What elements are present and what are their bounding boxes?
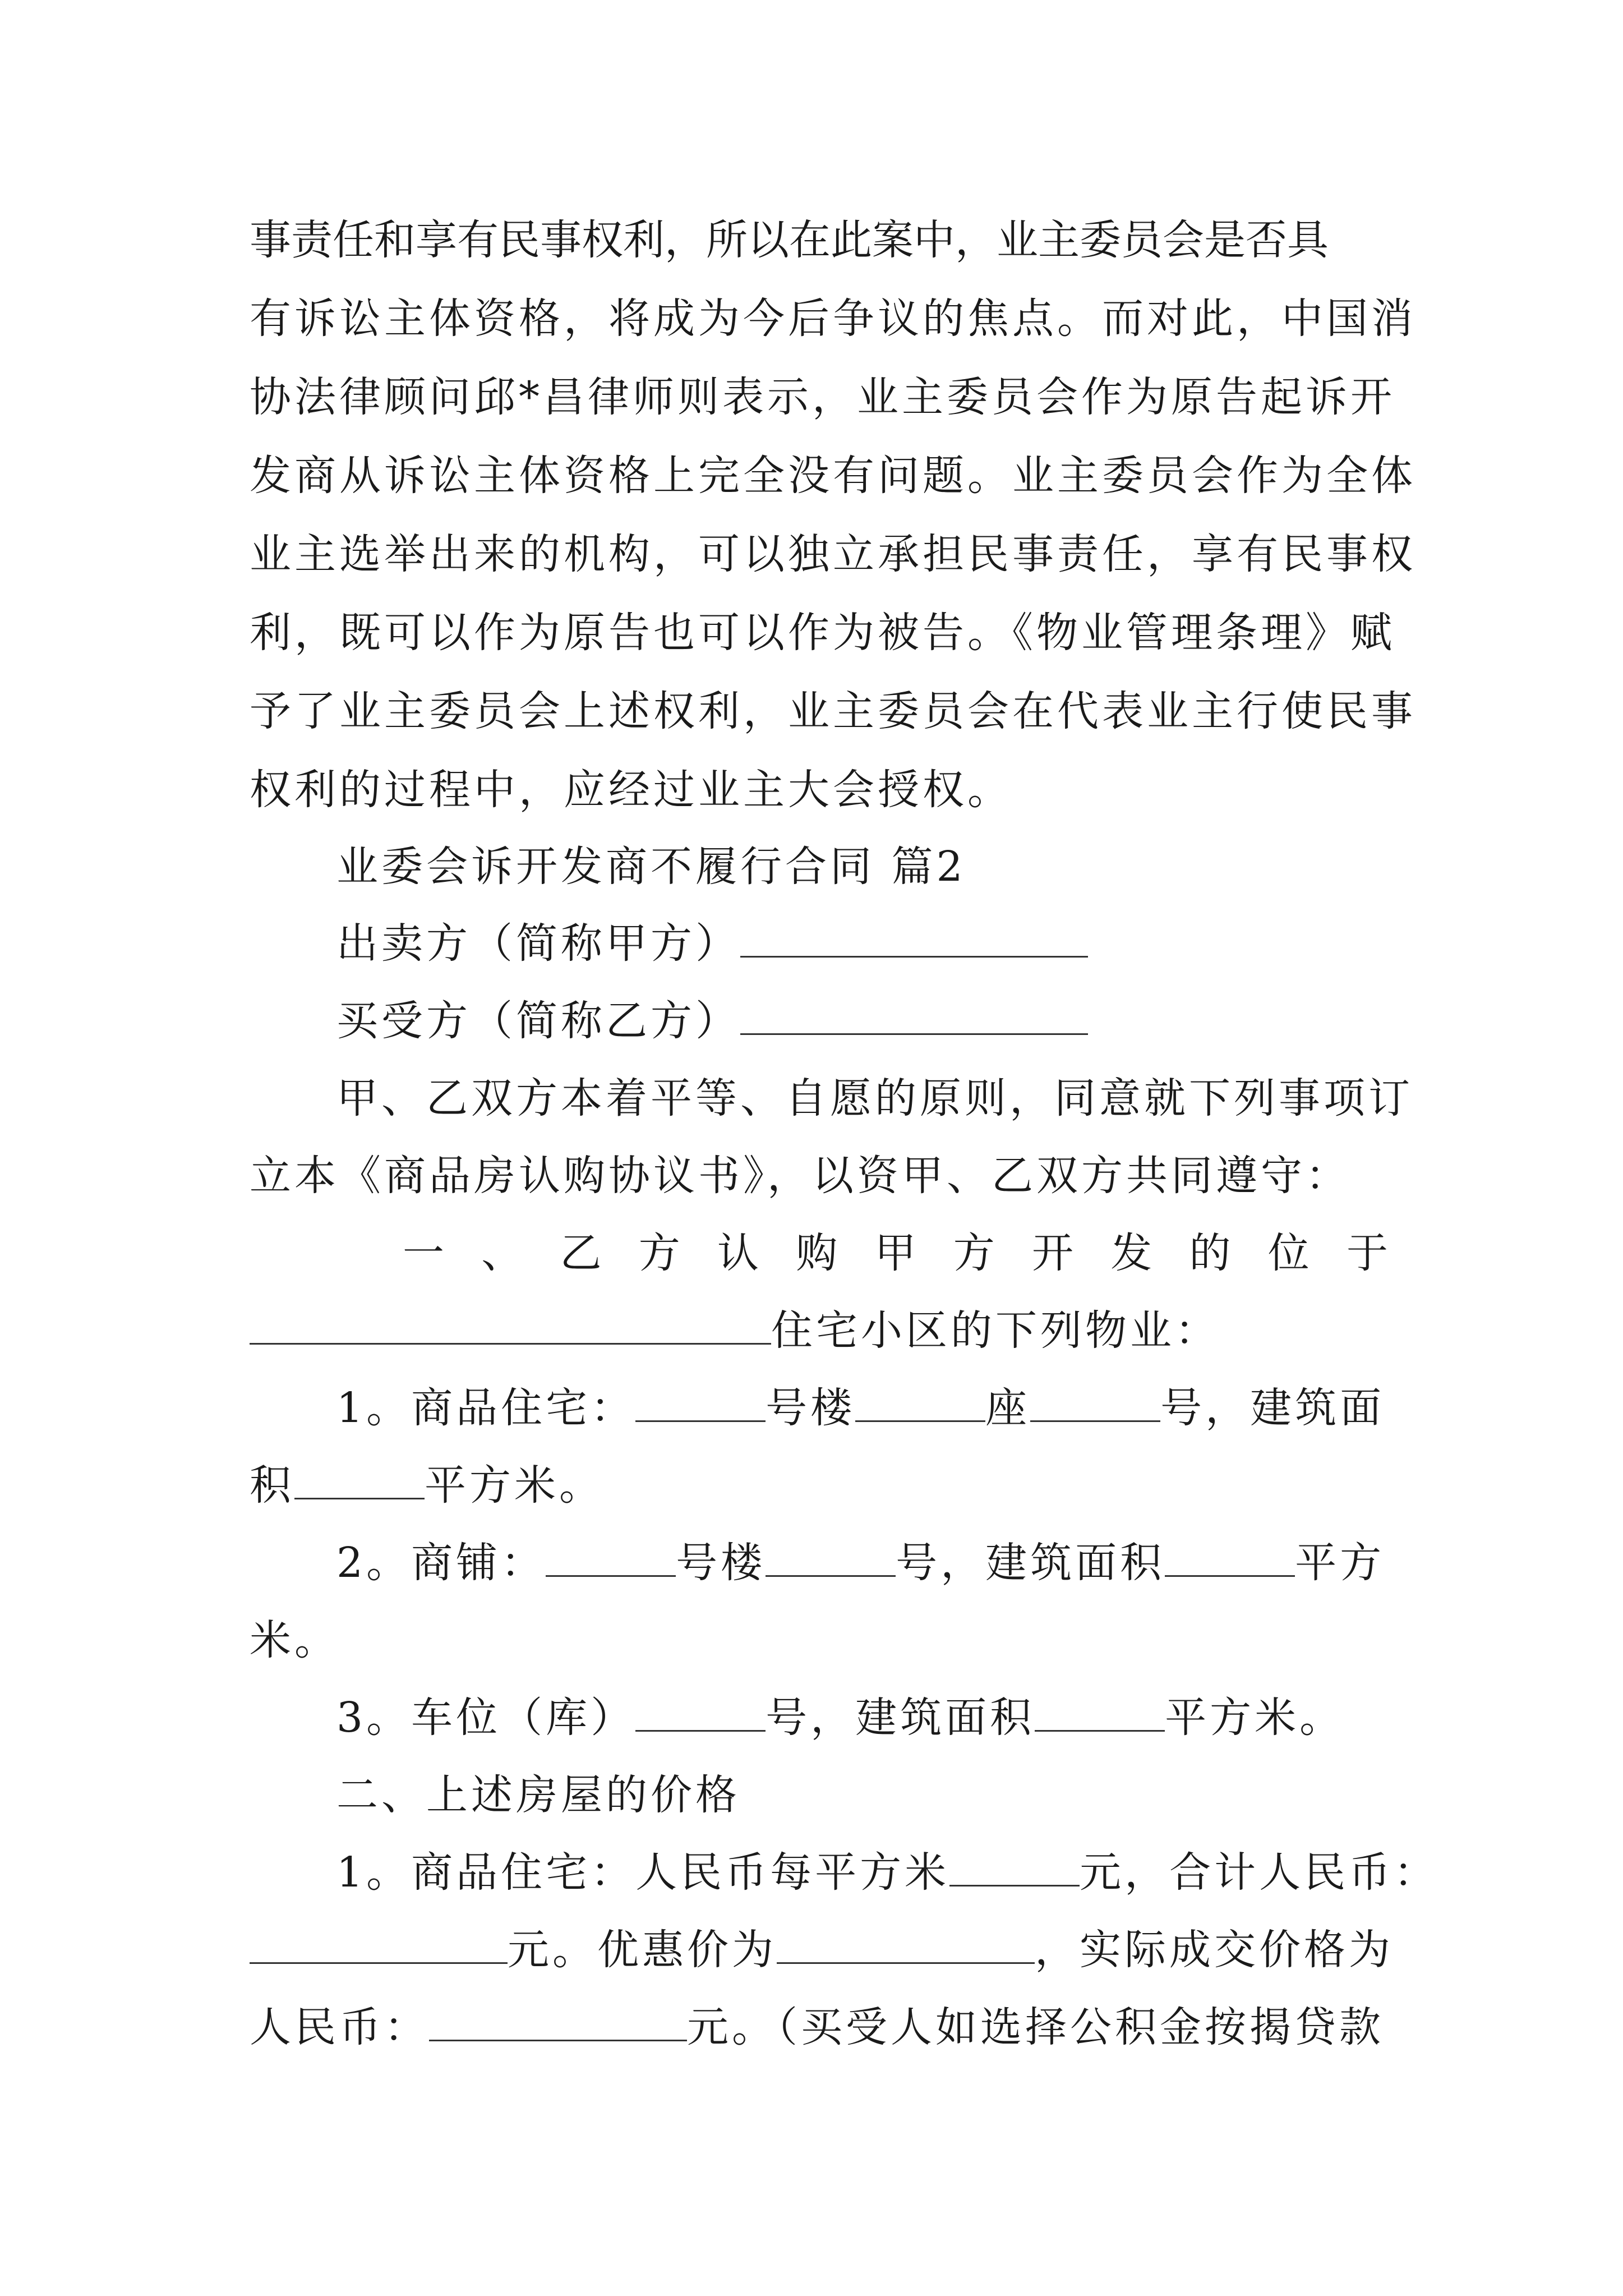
text: 人民币： <box>250 2003 429 2051</box>
paragraph-line <box>250 448 1416 504</box>
paragraph-line <box>250 683 1416 739</box>
text: 积 <box>250 1461 294 1510</box>
text: 号楼 <box>766 1384 856 1432</box>
blank <box>855 1381 985 1422</box>
price1-line-2 <box>250 1922 1394 1978</box>
blank <box>429 2000 687 2041</box>
paragraph-line <box>250 762 1388 818</box>
text: 权利的过程中，应经过业主大会授权。 <box>250 766 1012 814</box>
location-blank <box>250 1304 771 1345</box>
seller-line <box>336 915 1388 972</box>
intro-line <box>250 1148 1388 1204</box>
text: 号楼 <box>676 1539 766 1587</box>
char: 方 <box>953 1229 995 1277</box>
blank <box>1165 1536 1295 1577</box>
blank <box>635 1381 766 1422</box>
text: 利，既可以作为原告也可以作为被告。《物业管理条理》赋 <box>250 609 1395 657</box>
clause1-spread-line <box>403 1225 1388 1281</box>
text: 2。商铺： <box>336 1539 546 1587</box>
paragraph-line <box>250 291 1416 347</box>
char: 认 <box>717 1229 759 1277</box>
blank <box>777 1923 1035 1964</box>
text: 米。 <box>250 1616 339 1664</box>
price1-line <box>336 1844 1439 1901</box>
text: 住宅小区的下列物业： <box>771 1306 1220 1355</box>
item1-line <box>336 1380 1388 1436</box>
blank <box>250 1923 508 1964</box>
text: ，实际成交价格为 <box>1035 1926 1394 1974</box>
blank <box>1035 1691 1165 1732</box>
blank <box>294 1458 425 1499</box>
text: 平方米。 <box>1165 1694 1345 1742</box>
text: 元。（买受人如选择公积金按揭贷款 <box>687 2003 1384 2051</box>
text: 甲、乙双方本着平等、自愿的原则，同意就下列事项订 <box>336 1074 1413 1122</box>
seller-label: 出卖方（简称甲方） <box>336 919 740 968</box>
text: 事责任和享有民事权利，所以在此案中，业主委员会是否具 <box>250 216 1329 264</box>
paragraph-line <box>250 526 1416 582</box>
text: 号，建筑面 <box>1160 1384 1385 1432</box>
char: 一 <box>403 1229 444 1277</box>
char: 发 <box>1110 1229 1152 1277</box>
text: 协法律顾问邱*昌律师则表示，业主委员会作为原告起诉开 <box>250 373 1395 421</box>
price1-line-3 <box>250 1999 1388 2055</box>
char: 位 <box>1267 1229 1310 1277</box>
blank <box>949 1846 1080 1887</box>
text: 3。车位（库） <box>336 1694 636 1742</box>
buyer-label: 买受方（简称乙方） <box>336 997 740 1045</box>
text: 元，合计人民币： <box>1080 1848 1439 1897</box>
blank <box>1030 1381 1160 1422</box>
heading-text: 业委会诉开发商不履行合同 篇2 <box>336 843 966 891</box>
paragraph-line <box>250 212 1388 268</box>
section-heading <box>336 839 1388 895</box>
char: 方 <box>638 1229 680 1277</box>
text: 1。商品住宅： <box>336 1384 636 1432</box>
text: 发商从诉讼主体资格上完全没有问题。业主委员会作为全体 <box>250 452 1416 500</box>
char: 、 <box>481 1229 523 1277</box>
char: 购 <box>796 1229 838 1277</box>
text: 号，建筑面积 <box>766 1694 1035 1742</box>
char: 开 <box>1032 1229 1073 1277</box>
text: 座 <box>985 1384 1031 1432</box>
item2-line <box>336 1535 1388 1591</box>
text: 平方 <box>1295 1539 1385 1587</box>
char: 的 <box>1189 1229 1231 1277</box>
clause2-heading <box>336 1767 1388 1823</box>
text: 平方米。 <box>425 1461 604 1510</box>
clause1-tail-line <box>250 1303 1388 1359</box>
text: 有诉讼主体资格，将成为今后争议的焦点。而对此，中国消 <box>250 295 1416 343</box>
blank <box>546 1536 676 1577</box>
text: 1。商品住宅：人民币每平方米 <box>336 1848 950 1897</box>
text: 予了业主委员会上述权利，业主委员会在代表业主行使民事 <box>250 687 1416 735</box>
item1-line-2 <box>250 1457 1388 1513</box>
buyer-line <box>336 993 1388 1049</box>
text: 二、上述房屋的价格 <box>336 1771 740 1819</box>
char: 于 <box>1347 1229 1388 1277</box>
text: 业主选举出来的机构，可以独立承担民事责任，享有民事权 <box>250 530 1416 578</box>
blank <box>635 1691 766 1732</box>
buyer-blank <box>740 994 1088 1035</box>
intro-line <box>336 1070 1413 1126</box>
seller-blank <box>740 917 1088 958</box>
text: 号，建筑面积 <box>896 1539 1165 1587</box>
char: 甲 <box>874 1229 916 1277</box>
paragraph-line <box>250 369 1395 425</box>
char: 乙 <box>560 1229 602 1277</box>
blank <box>766 1536 896 1577</box>
item3-line <box>336 1690 1388 1746</box>
text: 立本《商品房认购协议书》，以资甲、乙双方共同遵守： <box>250 1152 1350 1200</box>
text: 元。优惠价为 <box>508 1926 777 1974</box>
item2-line-2 <box>250 1612 1388 1668</box>
paragraph-line <box>250 605 1395 661</box>
